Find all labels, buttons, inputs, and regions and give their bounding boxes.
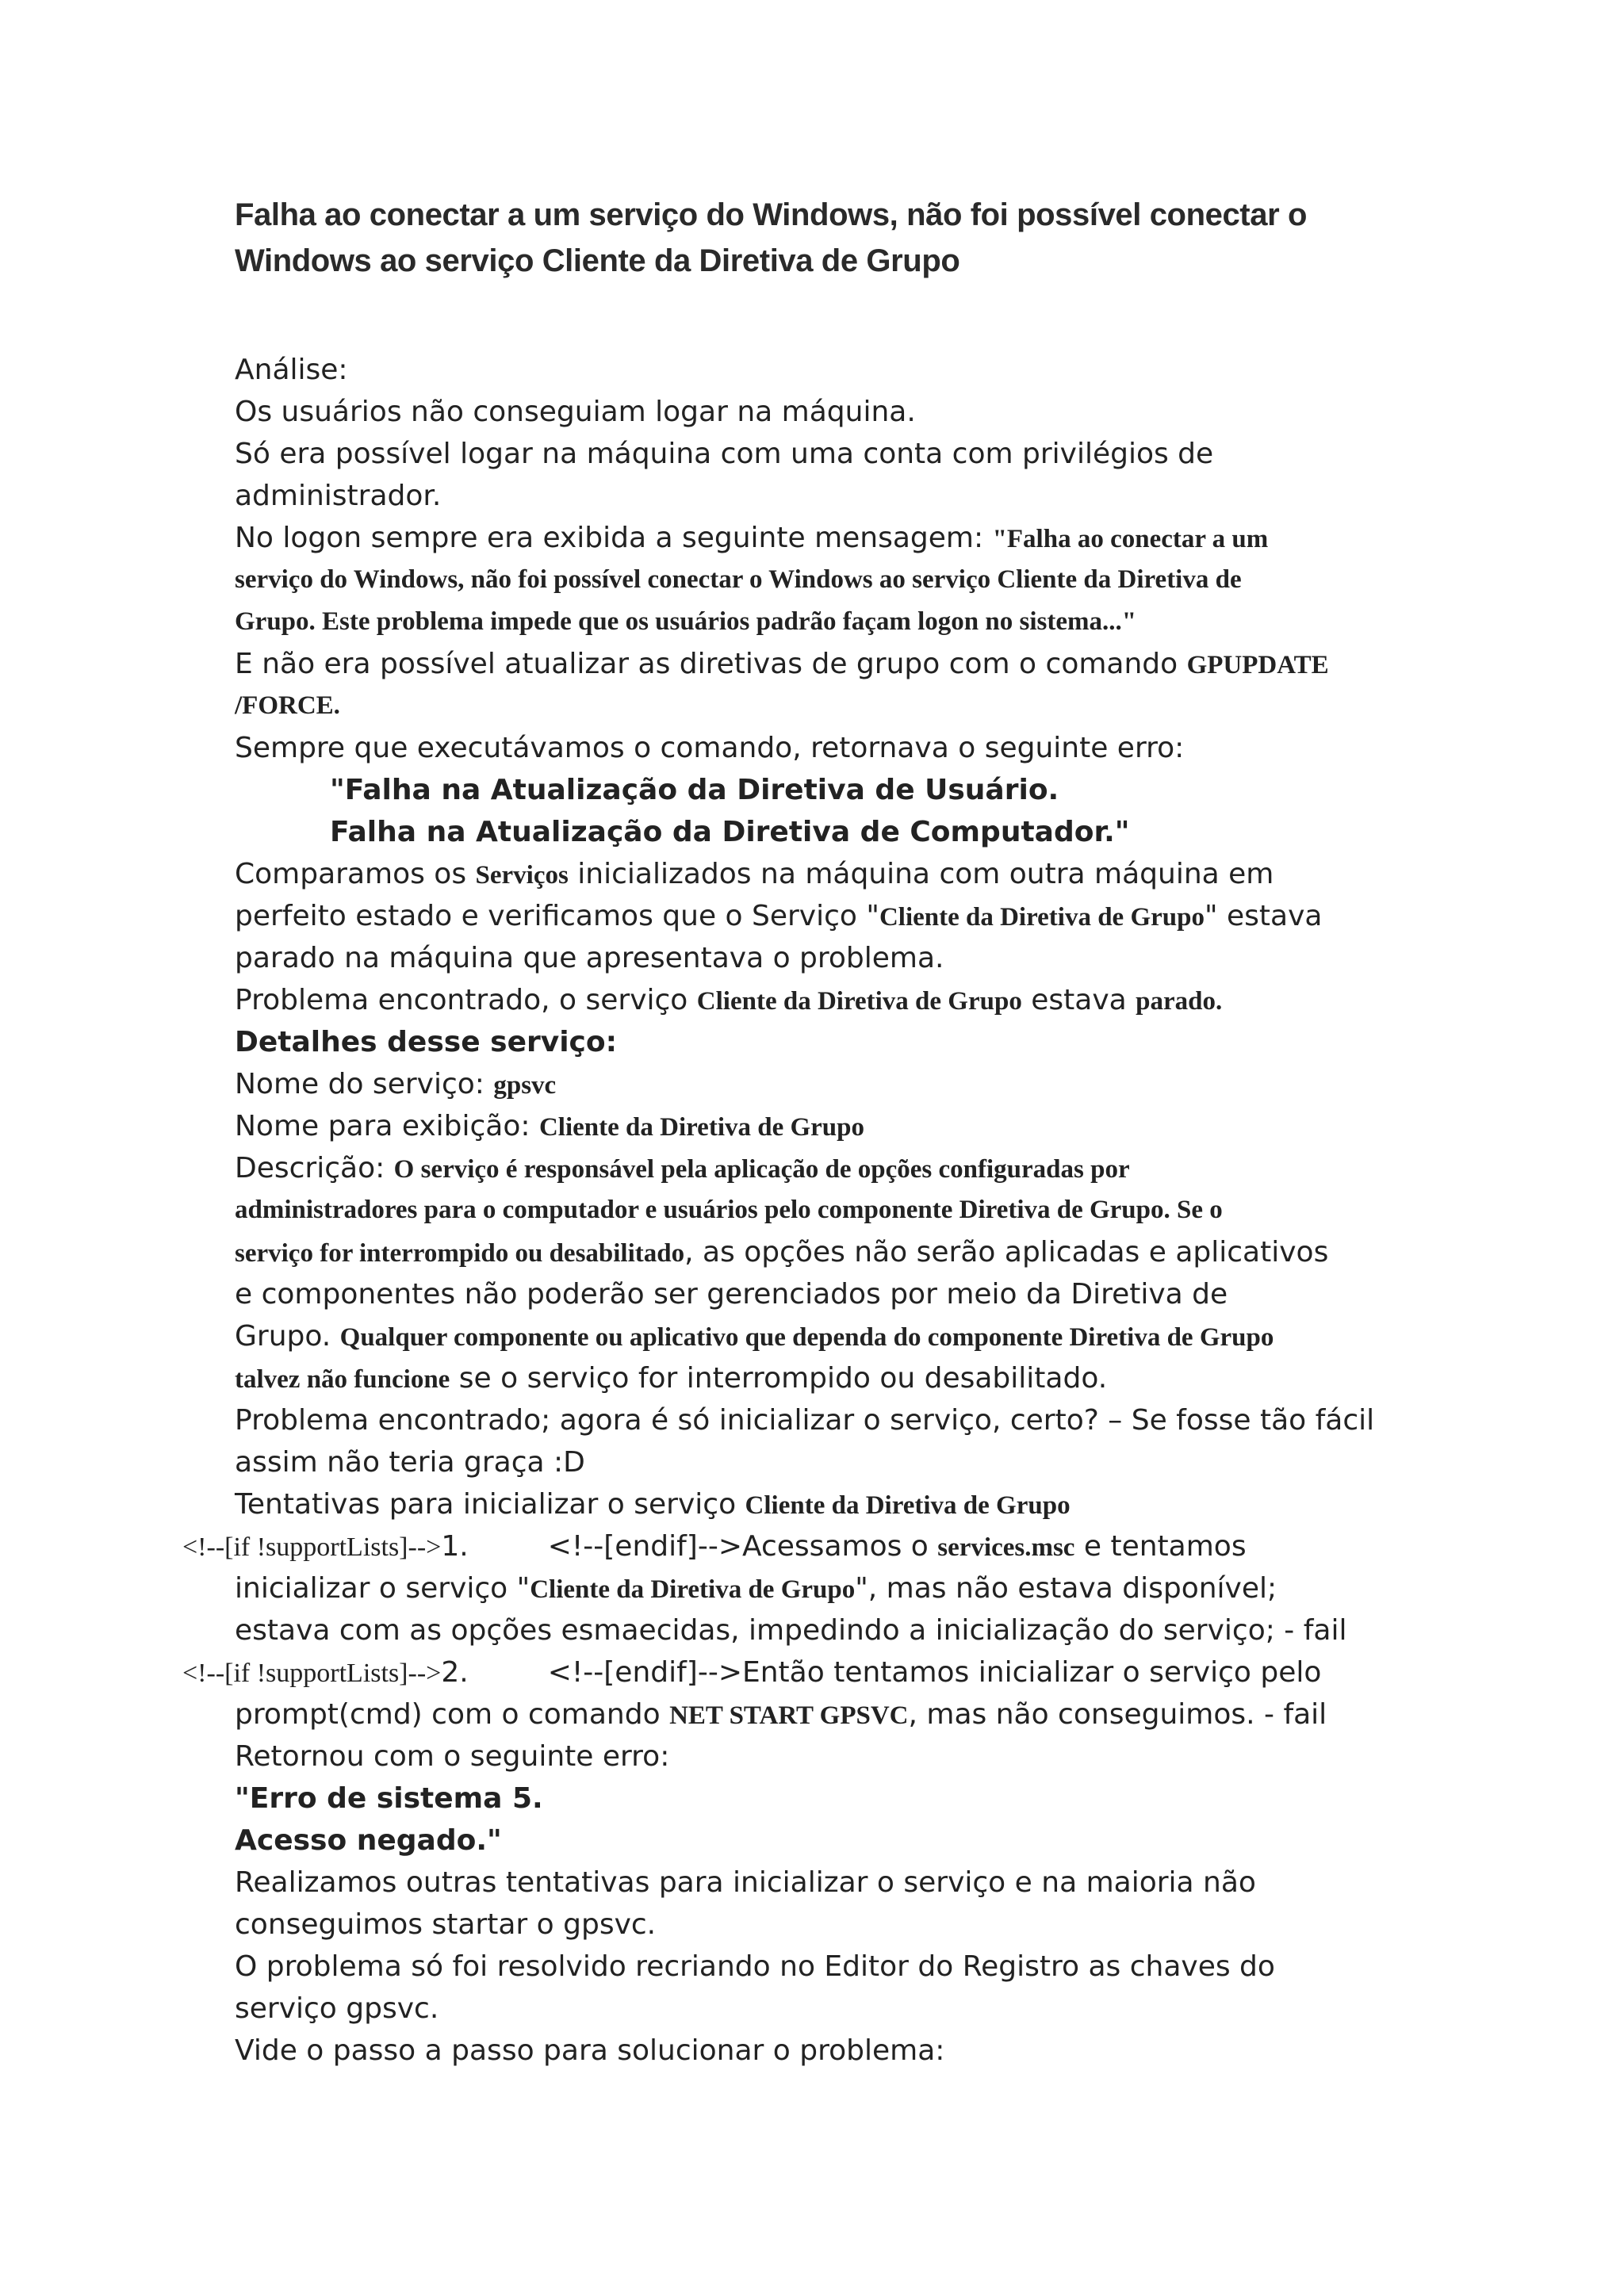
html-comment-span: <!--[if !supportLists]--> xyxy=(182,1533,442,1562)
list-item-line: estava com as opções esmaecidas, impedindo a inicialização do serviço; - fail xyxy=(235,1614,1347,1647)
text-span: Problema encontrado, o serviço xyxy=(235,984,697,1016)
paragraph-line: serviço gpsvc. xyxy=(235,1992,439,2025)
display-name-row xyxy=(235,1105,1424,1147)
description-line: administradores para o computador e usuários pelo componente Diretiva de Grupo. Se o xyxy=(235,1196,1223,1224)
text-span: " estava xyxy=(1204,900,1323,932)
paragraph-line: assim não teria graça :D xyxy=(235,1446,585,1479)
service-name-row xyxy=(235,1063,1424,1105)
error-quote-line: "Falha na Atualização da Diretiva de Usuário. xyxy=(330,774,1059,806)
description-line xyxy=(235,1231,1424,1273)
text-span: serviço for interrompido ou desabilitado xyxy=(235,1239,685,1268)
list-item-2 xyxy=(182,1651,1424,1693)
field-value: O serviço é responsável pela aplicação de opções configuradas por xyxy=(393,1155,1130,1184)
text-span: estava xyxy=(1021,984,1136,1016)
services-span: Serviços xyxy=(475,861,569,890)
status-span: parado. xyxy=(1136,987,1223,1016)
paragraph-line: Os usuários não conseguiam logar na máquina. xyxy=(235,396,916,428)
details-heading: Detalhes desse serviço: xyxy=(235,1026,618,1058)
text-span: <!--[endif]-->Acessamos o xyxy=(547,1530,938,1563)
error-message-line: Grupo. Este problema impede que os usuários padrão façam logon no sistema..." xyxy=(235,607,1137,636)
html-comment-span: <!--[if !supportLists]--> xyxy=(182,1659,442,1688)
text-span: , mas não conseguimos. - fail xyxy=(908,1698,1327,1731)
paragraph-line: Problema encontrado; agora é só inicializar o serviço, certo? – Se fosse tão fácil xyxy=(235,1404,1375,1437)
text-span: inicializar o serviço " xyxy=(235,1572,530,1605)
paragraph-line: Só era possível logar na máquina com uma conta com privilégios de xyxy=(235,438,1214,470)
text-span: E não era possível atualizar as diretivas de grupo com o comando xyxy=(235,648,1187,680)
paragraph-line: parado na máquina que apresentava o problema. xyxy=(235,942,944,974)
paragraph-line: administrador. xyxy=(235,480,442,512)
text-span: talvez não funcione xyxy=(235,1365,450,1394)
list-item-1 xyxy=(182,1525,1424,1567)
title-line-2: Windows ao serviço Cliente da Diretiva de Grupo xyxy=(235,243,960,278)
text-span: Grupo. xyxy=(235,1320,340,1353)
service-name-span: Cliente da Diretiva de Grupo xyxy=(879,903,1205,932)
description-row xyxy=(235,1147,1424,1189)
field-value: gpsvc xyxy=(493,1071,557,1100)
text-span: se o serviço for interrompido ou desabilitado. xyxy=(450,1362,1108,1395)
command-line: /FORCE. xyxy=(235,691,340,720)
command-span: NET START GPSVC xyxy=(669,1701,909,1730)
document-body xyxy=(182,349,1424,2072)
text-span: Comparamos os xyxy=(235,858,476,890)
command-span: GPUPDATE xyxy=(1186,651,1329,679)
list-item-line xyxy=(235,1567,1424,1609)
error-quote-line: "Erro de sistema 5. xyxy=(235,1782,543,1815)
paragraph-line xyxy=(235,979,1424,1021)
field-value: Cliente da Diretiva de Grupo xyxy=(538,1113,865,1142)
error-message-span: "Falha ao conectar a um xyxy=(992,525,1269,553)
error-message-line: serviço do Windows, não foi possível conectar o Windows ao serviço Cliente da Diretiva de xyxy=(235,565,1242,594)
paragraph-line: O problema só foi resolvido recriando no Editor do Registro as chaves do xyxy=(235,1950,1275,1983)
list-number: 2. xyxy=(441,1656,469,1689)
text-span: , as opções não serão aplicadas e aplicativos xyxy=(684,1236,1329,1269)
text-span: <!--[endif]-->Então tentamos inicializar o serviço pelo xyxy=(547,1656,1322,1689)
text-span: perfeito estado e verificamos que o Serviço " xyxy=(235,900,879,932)
field-label: Descrição: xyxy=(235,1152,394,1184)
text-span: No logon sempre era exibida a seguinte mensagem: xyxy=(235,522,993,554)
field-label: Nome para exibição: xyxy=(235,1110,539,1142)
paragraph-line: Retornou com o seguinte erro: xyxy=(235,1740,670,1773)
text-span: Qualquer componente ou aplicativo que dependa do componente Diretiva de Grupo xyxy=(339,1323,1274,1352)
command-span: services.msc xyxy=(937,1533,1075,1562)
text-span: prompt(cmd) com o comando xyxy=(235,1698,670,1731)
paragraph-line: Realizamos outras tentativas para inicializar o serviço e na maioria não xyxy=(235,1866,1256,1899)
title-line-1: Falha ao conectar a um serviço do Windows, não foi possível conectar o xyxy=(235,197,1307,232)
text-span: Tentativas para inicializar o serviço xyxy=(235,1488,745,1521)
paragraph-line xyxy=(235,895,1424,937)
list-item-line xyxy=(235,1693,1424,1735)
description-line xyxy=(235,1357,1424,1399)
service-name-span: Cliente da Diretiva de Grupo xyxy=(696,987,1022,1016)
paragraph-line: Vide o passo a passo para solucionar o problema: xyxy=(235,2034,945,2067)
field-label: Nome do serviço: xyxy=(235,1068,494,1100)
paragraph-line: conseguimos startar o gpsvc. xyxy=(235,1908,657,1941)
error-quote-line: Falha na Atualização da Diretiva de Computador." xyxy=(330,816,1130,848)
text-span: ", mas não estava disponível; xyxy=(855,1572,1277,1605)
analysis-heading: Análise: xyxy=(235,354,348,386)
text-span: e tentamos xyxy=(1074,1530,1247,1563)
description-line xyxy=(235,1315,1424,1357)
service-name-span: Cliente da Diretiva de Grupo xyxy=(530,1575,856,1604)
paragraph-line xyxy=(235,643,1424,685)
paragraph-line xyxy=(235,517,1424,559)
description-line: e componentes não poderão ser gerenciados por meio da Diretiva de xyxy=(235,1278,1228,1311)
paragraph-line xyxy=(235,853,1424,895)
list-number: 1. xyxy=(441,1530,469,1563)
text-span: inicializados na máquina com outra máquina em xyxy=(568,858,1274,890)
paragraph-line: Sempre que executávamos o comando, retornava o seguinte erro: xyxy=(235,732,1185,764)
service-name-span: Cliente da Diretiva de Grupo xyxy=(745,1491,1071,1520)
document-title xyxy=(235,192,1472,284)
error-quote-line: Acesso negado." xyxy=(235,1824,502,1857)
paragraph-line xyxy=(235,1483,1424,1525)
